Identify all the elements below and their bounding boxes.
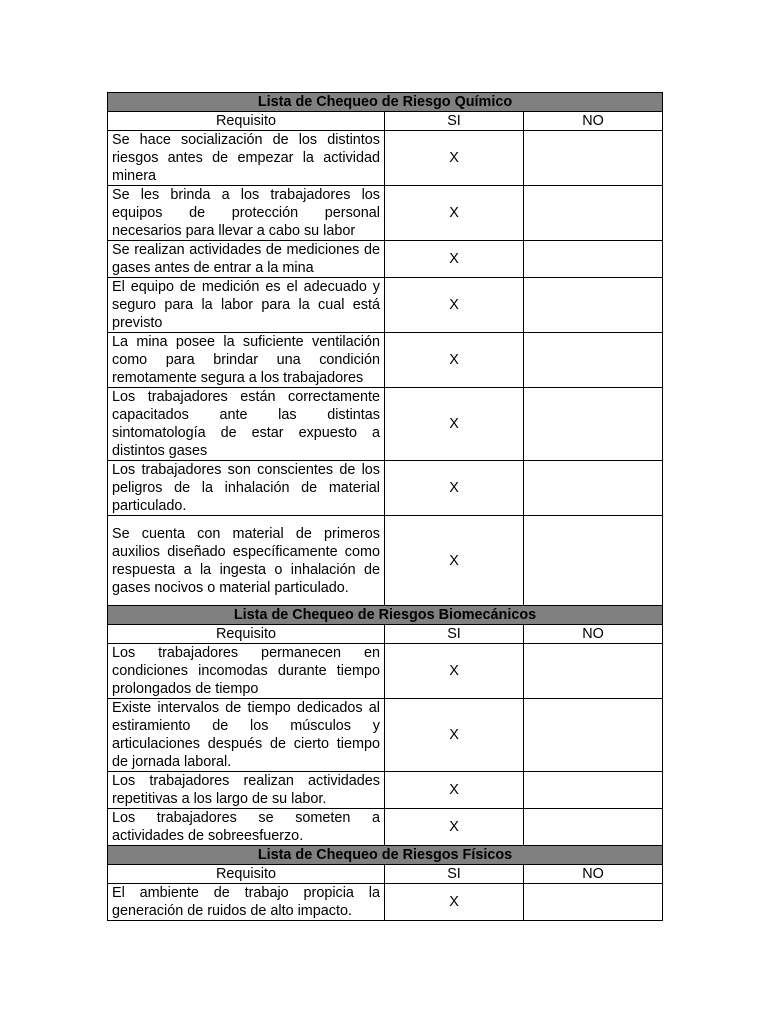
section-title-row-biomecanicos (108, 606, 663, 625)
checklist-row (108, 186, 663, 241)
checklist-row (108, 461, 663, 516)
requirement-text: Se hace socialización de los distintos riesgos antes de empezar la actividad minera (108, 131, 385, 186)
requirement-column-header: Requisito (108, 865, 385, 884)
checklist-row (108, 644, 663, 699)
checklist-row (108, 241, 663, 278)
checklist-body (108, 93, 663, 921)
si-check-mark[interactable]: X (385, 388, 524, 461)
section-title: Lista de Chequeo de Riesgos Biomecánicos (108, 606, 663, 625)
requirement-column-header: Requisito (108, 625, 385, 644)
checklist-row (108, 278, 663, 333)
si-check-mark[interactable]: X (385, 884, 524, 921)
si-column-header: SI (385, 625, 524, 644)
no-check-mark[interactable] (524, 699, 663, 772)
section-title: Lista de Chequeo de Riesgos Físicos (108, 846, 663, 865)
no-check-mark[interactable] (524, 461, 663, 516)
si-check-mark[interactable]: X (385, 516, 524, 606)
no-check-mark[interactable] (524, 809, 663, 846)
checklist-row (108, 388, 663, 461)
si-check-mark[interactable]: X (385, 772, 524, 809)
column-header-row (108, 865, 663, 884)
checklist-row (108, 772, 663, 809)
requirement-text: Se realizan actividades de mediciones de gases antes de entrar a la mina (108, 241, 385, 278)
section-title: Lista de Chequeo de Riesgo Químico (108, 93, 663, 112)
checklist-row (108, 699, 663, 772)
si-check-mark[interactable]: X (385, 186, 524, 241)
no-check-mark[interactable] (524, 131, 663, 186)
section-title-row-quimico (108, 93, 663, 112)
si-check-mark[interactable]: X (385, 461, 524, 516)
requirement-text: Los trabajadores permanecen en condiciones incomodas durante tiempo prolongados de tiempo (108, 644, 385, 699)
checklist-row (108, 809, 663, 846)
checklist-row (108, 884, 663, 921)
requirement-text: Los trabajadores son conscientes de los peligros de la inhalación de material particulado. (108, 461, 385, 516)
column-header-row (108, 625, 663, 644)
no-column-header: NO (524, 865, 663, 884)
no-check-mark[interactable] (524, 388, 663, 461)
requirement-text: Los trabajadores están correctamente capacitados ante las distintas sintomatología de estar expuesto a distintos gases (108, 388, 385, 461)
si-check-mark[interactable]: X (385, 644, 524, 699)
si-check-mark[interactable]: X (385, 241, 524, 278)
no-check-mark[interactable] (524, 644, 663, 699)
checklist-row (108, 131, 663, 186)
requirement-text: El equipo de medición es el adecuado y seguro para la labor para la cual está previsto (108, 278, 385, 333)
si-check-mark[interactable]: X (385, 333, 524, 388)
requirement-text: El ambiente de trabajo propicia la generación de ruidos de alto impacto. (108, 884, 385, 921)
no-column-header: NO (524, 625, 663, 644)
requirement-text: Los trabajadores realizan actividades repetitivas a los largo de su labor. (108, 772, 385, 809)
si-check-mark[interactable]: X (385, 131, 524, 186)
no-check-mark[interactable] (524, 333, 663, 388)
requirement-text: Los trabajadores se someten a actividades de sobreesfuerzo. (108, 809, 385, 846)
requirement-column-header: Requisito (108, 112, 385, 131)
risk-checklist-table (107, 92, 663, 921)
checklist-row (108, 516, 663, 606)
no-check-mark[interactable] (524, 884, 663, 921)
si-check-mark[interactable]: X (385, 278, 524, 333)
si-check-mark[interactable]: X (385, 699, 524, 772)
no-column-header: NO (524, 112, 663, 131)
section-title-row-fisicos (108, 846, 663, 865)
column-header-row (108, 112, 663, 131)
si-column-header: SI (385, 865, 524, 884)
si-check-mark[interactable]: X (385, 809, 524, 846)
no-check-mark[interactable] (524, 186, 663, 241)
si-column-header: SI (385, 112, 524, 131)
document-page (107, 92, 662, 921)
no-check-mark[interactable] (524, 241, 663, 278)
requirement-text: Se cuenta con material de primeros auxilios diseñado específicamente como respuesta a la ingesta o inhalación de gases nocivos o material particulado. (108, 516, 385, 606)
requirement-text: Se les brinda a los trabajadores los equipos de protección personal necesarios para llevar a cabo su labor (108, 186, 385, 241)
no-check-mark[interactable] (524, 516, 663, 606)
no-check-mark[interactable] (524, 772, 663, 809)
requirement-text: La mina posee la suficiente ventilación como para brindar una condición remotamente segura a los trabajadores (108, 333, 385, 388)
requirement-text: Existe intervalos de tiempo dedicados al estiramiento de los músculos y articulaciones después de cierto tiempo de jornada laboral. (108, 699, 385, 772)
no-check-mark[interactable] (524, 278, 663, 333)
checklist-row (108, 333, 663, 388)
